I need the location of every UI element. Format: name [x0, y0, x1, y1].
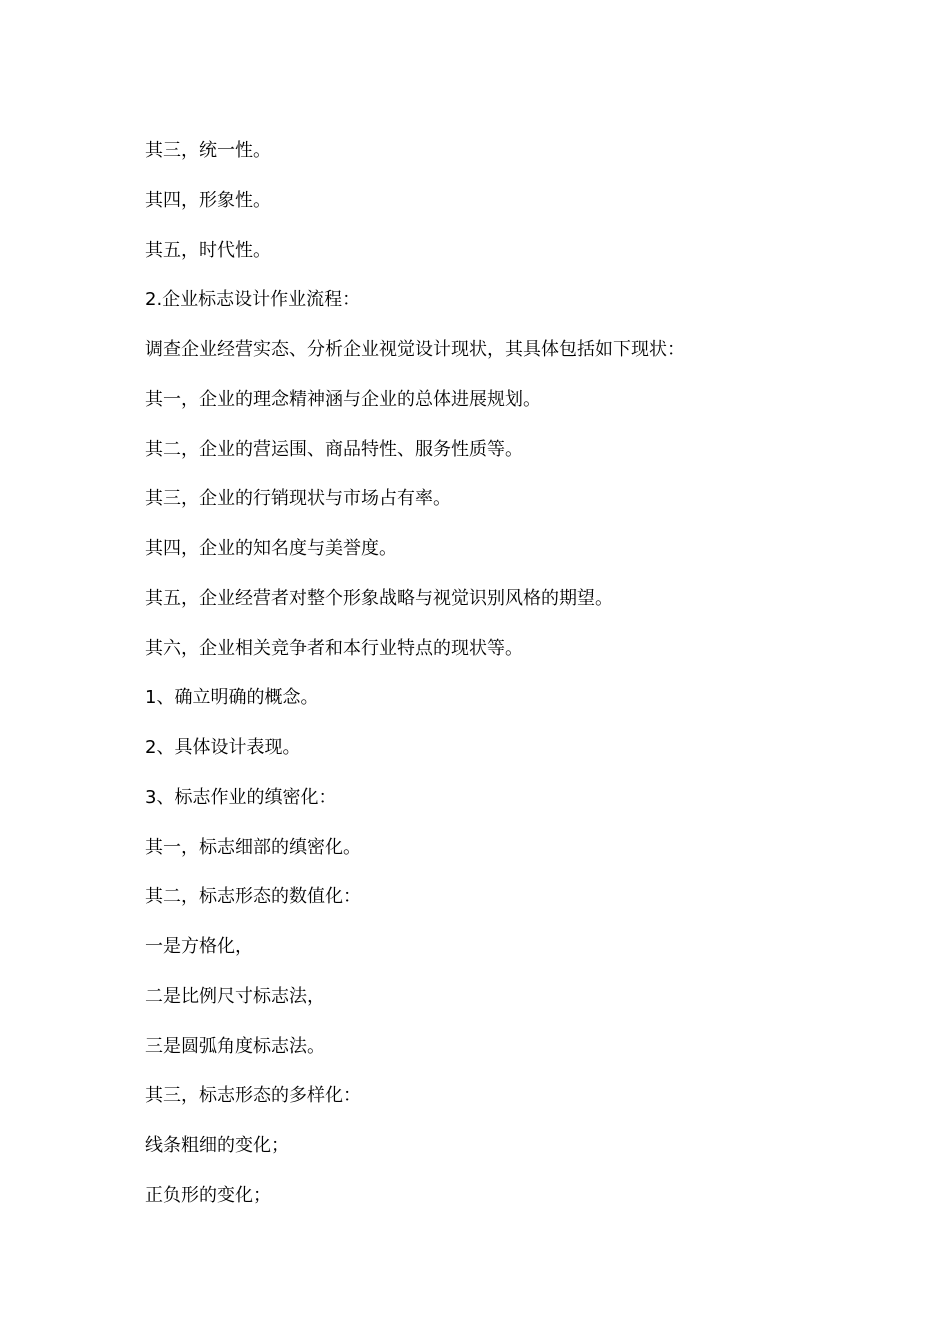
paragraph: 一是方格化， [145, 936, 253, 957]
section-heading: 2.企业标志设计作业流程： [145, 289, 361, 311]
paragraph: 其三，标志形态的多样化： [145, 1085, 361, 1107]
document-body [145, 136, 845, 1231]
paragraph: 二是比例尺寸标志法， [145, 985, 325, 1007]
paragraph: 其一，标志细部的缜密化。 [145, 836, 361, 858]
list-item: 2、具体设计表现。 [145, 737, 301, 758]
paragraph: 其五，企业经营者对整个形象战略与视觉识别风格的期望。 [145, 587, 613, 609]
list-item: 1、确立明确的概念。 [145, 687, 319, 709]
paragraph: 其三，统一性。 [145, 140, 271, 161]
paragraph: 其五，时代性。 [145, 239, 271, 261]
paragraph: 线条粗细的变化； [145, 1135, 289, 1156]
paragraph: 其四，形象性。 [145, 189, 271, 211]
paragraph: 其一，企业的理念精神涵与企业的总体进展规划。 [145, 388, 541, 410]
paragraph: 其二，标志形态的数值化： [145, 886, 361, 908]
paragraph: 其四，企业的知名度与美誉度。 [145, 538, 397, 559]
paragraph: 其二，企业的营运围、商品特性、服务性质等。 [145, 438, 523, 460]
paragraph: 正负形的变化； [145, 1184, 271, 1206]
list-item: 3、标志作业的缜密化： [145, 786, 337, 808]
paragraph: 三是圆弧角度标志法。 [145, 1035, 325, 1057]
paragraph: 调查企业经营实态、分析企业视觉设计现状，其具体包括如下现状： [145, 339, 685, 360]
paragraph: 其六，企业相关竞争者和本行业特点的现状等。 [145, 637, 523, 659]
paragraph: 其三，企业的行销现状与市场占有率。 [145, 488, 451, 510]
